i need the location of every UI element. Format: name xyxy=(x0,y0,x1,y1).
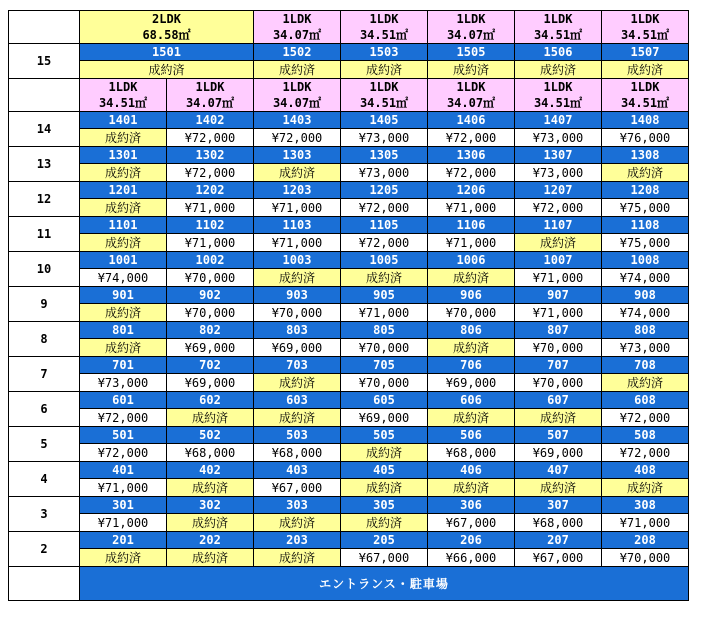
sold-status-cell: 成約済 xyxy=(428,409,515,427)
sold-status-cell: 成約済 xyxy=(80,549,167,567)
unit-number: 406 xyxy=(428,462,515,479)
floor-unit-row xyxy=(9,427,689,444)
rent-price-cell: ¥72,000 xyxy=(254,129,341,147)
unit-type-label: 1LDK xyxy=(456,12,486,26)
unit-number: 1308 xyxy=(602,147,689,164)
unit-number: 1406 xyxy=(428,112,515,129)
sold-status-cell: 成約済 xyxy=(254,549,341,567)
floor-label: 2 xyxy=(9,532,80,567)
floor-unit-row xyxy=(9,112,689,129)
sold-status-cell: 成約済 xyxy=(254,409,341,427)
rent-price-cell: ¥68,000 xyxy=(515,514,602,532)
unit-number: 308 xyxy=(602,497,689,514)
floor-label: 12 xyxy=(9,182,80,217)
floor-status-row xyxy=(9,409,689,427)
rent-price-cell: ¥72,000 xyxy=(602,409,689,427)
floor-unit-row xyxy=(9,287,689,304)
floor-status-row xyxy=(9,234,689,252)
unit-number: 203 xyxy=(254,532,341,549)
unit-type-label: 1LDK xyxy=(108,80,138,94)
sold-status-cell: 成約済 xyxy=(428,269,515,287)
unit-number: 703 xyxy=(254,357,341,374)
unit-number: 403 xyxy=(254,462,341,479)
floor-label: 13 xyxy=(9,147,80,182)
rent-price-cell: ¥72,000 xyxy=(167,164,254,182)
unit-number: 1307 xyxy=(515,147,602,164)
rent-price-cell: ¥75,000 xyxy=(602,199,689,217)
sub-type-cell xyxy=(167,79,254,112)
unit-number: 1401 xyxy=(80,112,167,129)
status-cell: 成約済 xyxy=(428,61,515,79)
unit-number: 1407 xyxy=(515,112,602,129)
unit-number: 1306 xyxy=(428,147,515,164)
unit-number: 803 xyxy=(254,322,341,339)
unit-number: 1208 xyxy=(602,182,689,199)
unit-number: 1507 xyxy=(602,44,689,61)
rent-price-cell: ¥67,000 xyxy=(515,549,602,567)
sold-status-cell: 成約済 xyxy=(80,199,167,217)
unit-number: 1002 xyxy=(167,252,254,269)
sold-status-cell: 成約済 xyxy=(167,479,254,497)
unit-number: 706 xyxy=(428,357,515,374)
floor-15-unit-row xyxy=(9,44,689,61)
unit-area-label: 34.51㎡ xyxy=(620,96,670,110)
unit-number: 1102 xyxy=(167,217,254,234)
header-type-cell xyxy=(428,11,515,44)
sold-status-cell: 成約済 xyxy=(341,269,428,287)
floor-label: 10 xyxy=(9,252,80,287)
rent-price-cell: ¥68,000 xyxy=(428,444,515,462)
floor-unit-row xyxy=(9,462,689,479)
rent-price-cell: ¥72,000 xyxy=(341,234,428,252)
unit-area-label: 34.07㎡ xyxy=(185,96,235,110)
unit-number: 301 xyxy=(80,497,167,514)
unit-number: 903 xyxy=(254,287,341,304)
sold-status-cell: 成約済 xyxy=(428,339,515,357)
sold-status-cell: 成約済 xyxy=(254,269,341,287)
sold-status-cell: 成約済 xyxy=(80,234,167,252)
rent-price-cell: ¥70,000 xyxy=(515,339,602,357)
unit-number: 708 xyxy=(602,357,689,374)
unit-area-label: 34.07㎡ xyxy=(272,96,322,110)
unit-number: 1403 xyxy=(254,112,341,129)
unit-number: 1301 xyxy=(80,147,167,164)
unit-number: 501 xyxy=(80,427,167,444)
unit-number: 602 xyxy=(167,392,254,409)
rent-price-cell: ¥69,000 xyxy=(167,339,254,357)
rent-price-cell: ¥67,000 xyxy=(341,549,428,567)
sub-type-cell xyxy=(515,79,602,112)
rent-price-cell: ¥73,000 xyxy=(515,129,602,147)
floor-unit-row xyxy=(9,532,689,549)
sold-status-cell: 成約済 xyxy=(341,444,428,462)
floor-status-row xyxy=(9,164,689,182)
rent-price-cell: ¥70,000 xyxy=(341,339,428,357)
unit-number: 306 xyxy=(428,497,515,514)
header-type-row xyxy=(9,11,689,44)
unit-number: 702 xyxy=(167,357,254,374)
rent-price-cell: ¥71,000 xyxy=(167,199,254,217)
unit-area-label: 34.51㎡ xyxy=(533,28,583,42)
rent-price-cell: ¥72,000 xyxy=(80,409,167,427)
unit-area-label: 34.51㎡ xyxy=(620,28,670,42)
floor-status-row xyxy=(9,549,689,567)
floor-label: 15 xyxy=(9,44,80,79)
floor-status-row xyxy=(9,304,689,322)
rent-price-cell: ¥70,000 xyxy=(515,374,602,392)
rent-price-cell: ¥71,000 xyxy=(254,234,341,252)
rent-price-cell: ¥71,000 xyxy=(428,234,515,252)
floor-unit-row xyxy=(9,252,689,269)
rent-price-cell: ¥67,000 xyxy=(428,514,515,532)
unit-number: 1402 xyxy=(167,112,254,129)
unit-number: 1202 xyxy=(167,182,254,199)
blank-cell xyxy=(9,79,80,112)
unit-number: 801 xyxy=(80,322,167,339)
unit-number: 1502 xyxy=(254,44,341,61)
unit-number: 1206 xyxy=(428,182,515,199)
sold-status-cell: 成約済 xyxy=(602,374,689,392)
rent-price-cell: ¥70,000 xyxy=(602,549,689,567)
rent-price-cell: ¥68,000 xyxy=(167,444,254,462)
unit-number: 1108 xyxy=(602,217,689,234)
rent-price-cell: ¥70,000 xyxy=(167,269,254,287)
sold-status-cell: 成約済 xyxy=(254,514,341,532)
unit-number: 908 xyxy=(602,287,689,304)
unit-number: 401 xyxy=(80,462,167,479)
blank-cell xyxy=(9,567,80,601)
floor-status-row xyxy=(9,269,689,287)
rent-price-cell: ¥74,000 xyxy=(602,304,689,322)
unit-number: 502 xyxy=(167,427,254,444)
floor-label: 3 xyxy=(9,497,80,532)
unit-number: 1405 xyxy=(341,112,428,129)
rent-price-cell: ¥72,000 xyxy=(80,444,167,462)
rent-price-cell: ¥71,000 xyxy=(80,514,167,532)
floor-label: 8 xyxy=(9,322,80,357)
rent-price-cell: ¥69,000 xyxy=(515,444,602,462)
floor-label: 4 xyxy=(9,462,80,497)
status-cell: 成約済 xyxy=(341,61,428,79)
floor-unit-row xyxy=(9,392,689,409)
entrance-parking-label: エントランス・駐車場 xyxy=(80,567,689,601)
unit-number: 205 xyxy=(341,532,428,549)
sold-status-cell: 成約済 xyxy=(428,479,515,497)
unit-number: 303 xyxy=(254,497,341,514)
unit-number: 1207 xyxy=(515,182,602,199)
unit-number: 701 xyxy=(80,357,167,374)
unit-number: 1303 xyxy=(254,147,341,164)
rent-price-cell: ¥73,000 xyxy=(80,374,167,392)
sub-type-cell xyxy=(254,79,341,112)
unit-number: 806 xyxy=(428,322,515,339)
floor-status-row xyxy=(9,444,689,462)
unit-number: 305 xyxy=(341,497,428,514)
unit-type-label: 1LDK xyxy=(630,80,660,94)
rent-price-cell: ¥71,000 xyxy=(428,199,515,217)
unit-number: 808 xyxy=(602,322,689,339)
unit-number: 607 xyxy=(515,392,602,409)
floor-unit-row xyxy=(9,147,689,164)
rent-price-cell: ¥71,000 xyxy=(602,514,689,532)
unit-type-label: 1LDK xyxy=(369,12,399,26)
unit-number: 707 xyxy=(515,357,602,374)
unit-number: 208 xyxy=(602,532,689,549)
sold-status-cell: 成約済 xyxy=(341,479,428,497)
floor-unit-row xyxy=(9,322,689,339)
floor-label: 14 xyxy=(9,112,80,147)
sub-type-cell xyxy=(602,79,689,112)
floor-unit-row xyxy=(9,357,689,374)
unit-area-label: 34.07㎡ xyxy=(446,96,496,110)
unit-number: 1006 xyxy=(428,252,515,269)
unit-type-label: 1LDK xyxy=(543,80,573,94)
unit-number: 907 xyxy=(515,287,602,304)
rent-price-cell: ¥70,000 xyxy=(428,304,515,322)
sold-status-cell: 成約済 xyxy=(167,549,254,567)
unit-number: 508 xyxy=(602,427,689,444)
rent-price-cell: ¥71,000 xyxy=(80,479,167,497)
rent-price-cell: ¥75,000 xyxy=(602,234,689,252)
status-cell: 成約済 xyxy=(254,61,341,79)
sold-status-cell: 成約済 xyxy=(80,129,167,147)
unit-number: 1408 xyxy=(602,112,689,129)
status-cell: 成約済 xyxy=(80,61,254,79)
unit-type-label: 1LDK xyxy=(282,12,312,26)
sold-status-cell: 成約済 xyxy=(167,514,254,532)
rent-price-cell: ¥76,000 xyxy=(602,129,689,147)
unit-number: 1105 xyxy=(341,217,428,234)
floor-status-row xyxy=(9,199,689,217)
rent-price-cell: ¥73,000 xyxy=(341,129,428,147)
unit-number: 201 xyxy=(80,532,167,549)
rent-price-cell: ¥72,000 xyxy=(428,164,515,182)
unit-number: 807 xyxy=(515,322,602,339)
rent-price-cell: ¥67,000 xyxy=(254,479,341,497)
rent-price-cell: ¥69,000 xyxy=(341,409,428,427)
unit-number: 1106 xyxy=(428,217,515,234)
header-type-cell xyxy=(341,11,428,44)
floor-status-row xyxy=(9,514,689,532)
entrance-row xyxy=(9,567,689,601)
unit-type-label: 1LDK xyxy=(282,80,312,94)
rent-price-cell: ¥72,000 xyxy=(515,199,602,217)
sold-status-cell: 成約済 xyxy=(80,164,167,182)
unit-number: 902 xyxy=(167,287,254,304)
unit-number: 206 xyxy=(428,532,515,549)
floor-status-row xyxy=(9,479,689,497)
header-type-cell xyxy=(254,11,341,44)
unit-number: 1205 xyxy=(341,182,428,199)
rent-price-cell: ¥72,000 xyxy=(341,199,428,217)
header-type-cell xyxy=(602,11,689,44)
unit-number: 608 xyxy=(602,392,689,409)
unit-number: 906 xyxy=(428,287,515,304)
sold-status-cell: 成約済 xyxy=(515,479,602,497)
unit-area-label: 34.07㎡ xyxy=(272,28,322,42)
rent-price-cell: ¥73,000 xyxy=(602,339,689,357)
unit-area-label: 34.51㎡ xyxy=(359,28,409,42)
unit-type-label: 1LDK xyxy=(630,12,660,26)
rent-price-cell: ¥71,000 xyxy=(341,304,428,322)
unit-type-label: 2LDK xyxy=(152,12,181,26)
unit-number: 402 xyxy=(167,462,254,479)
unit-number: 207 xyxy=(515,532,602,549)
unit-number: 1003 xyxy=(254,252,341,269)
floor-label: 6 xyxy=(9,392,80,427)
unit-number: 905 xyxy=(341,287,428,304)
unit-number: 1103 xyxy=(254,217,341,234)
unit-area-label: 68.58㎡ xyxy=(142,28,191,42)
sold-status-cell: 成約済 xyxy=(254,164,341,182)
unit-type-label: 1LDK xyxy=(456,80,486,94)
unit-number: 505 xyxy=(341,427,428,444)
sold-status-cell: 成約済 xyxy=(602,164,689,182)
unit-number: 503 xyxy=(254,427,341,444)
floor-label: 7 xyxy=(9,357,80,392)
floor-label: 5 xyxy=(9,427,80,462)
unit-number: 202 xyxy=(167,532,254,549)
unit-type-label: 1LDK xyxy=(543,12,573,26)
status-cell: 成約済 xyxy=(602,61,689,79)
unit-number: 1305 xyxy=(341,147,428,164)
unit-number: 1505 xyxy=(428,44,515,61)
floor-status-row xyxy=(9,339,689,357)
unit-type-label: 1LDK xyxy=(195,80,225,94)
rent-price-cell: ¥70,000 xyxy=(254,304,341,322)
unit-area-label: 34.51㎡ xyxy=(533,96,583,110)
unit-number: 1107 xyxy=(515,217,602,234)
unit-number: 1007 xyxy=(515,252,602,269)
unit-number: 805 xyxy=(341,322,428,339)
unit-area-label: 34.07㎡ xyxy=(446,28,496,42)
rent-price-cell: ¥73,000 xyxy=(515,164,602,182)
floor-unit-row xyxy=(9,182,689,199)
unit-number: 705 xyxy=(341,357,428,374)
rent-price-cell: ¥72,000 xyxy=(602,444,689,462)
rent-price-cell: ¥71,000 xyxy=(515,269,602,287)
rent-price-cell: ¥71,000 xyxy=(515,304,602,322)
floor-unit-row xyxy=(9,217,689,234)
sold-status-cell: 成約済 xyxy=(80,304,167,322)
rent-price-cell: ¥72,000 xyxy=(428,129,515,147)
sold-status-cell: 成約済 xyxy=(80,339,167,357)
corner-cell xyxy=(9,11,80,44)
rent-price-cell: ¥69,000 xyxy=(254,339,341,357)
unit-number: 1503 xyxy=(341,44,428,61)
floor-unit-row xyxy=(9,497,689,514)
unit-area-label: 34.51㎡ xyxy=(359,96,409,110)
rent-price-cell: ¥70,000 xyxy=(167,304,254,322)
unit-number: 408 xyxy=(602,462,689,479)
header-type-cell xyxy=(515,11,602,44)
status-cell: 成約済 xyxy=(515,61,602,79)
rent-price-cell: ¥69,000 xyxy=(167,374,254,392)
floor-status-row xyxy=(9,129,689,147)
rent-price-cell: ¥74,000 xyxy=(602,269,689,287)
sold-status-cell: 成約済 xyxy=(254,374,341,392)
sold-status-cell: 成約済 xyxy=(515,409,602,427)
unit-number: 1005 xyxy=(341,252,428,269)
rent-price-cell: ¥72,000 xyxy=(167,129,254,147)
unit-number: 407 xyxy=(515,462,602,479)
unit-number: 1501 xyxy=(80,44,254,61)
floor-15-status-row xyxy=(9,61,689,79)
rent-price-cell: ¥66,000 xyxy=(428,549,515,567)
unit-number: 901 xyxy=(80,287,167,304)
unit-number: 405 xyxy=(341,462,428,479)
availability-grid xyxy=(8,10,689,601)
unit-number: 302 xyxy=(167,497,254,514)
unit-number: 307 xyxy=(515,497,602,514)
unit-number: 1302 xyxy=(167,147,254,164)
unit-number: 802 xyxy=(167,322,254,339)
sold-status-cell: 成約済 xyxy=(602,479,689,497)
sub-type-cell xyxy=(341,79,428,112)
sub-type-cell xyxy=(428,79,515,112)
unit-number: 603 xyxy=(254,392,341,409)
unit-number: 606 xyxy=(428,392,515,409)
rent-price-cell: ¥73,000 xyxy=(341,164,428,182)
sub-type-row xyxy=(9,79,689,112)
unit-number: 1008 xyxy=(602,252,689,269)
unit-number: 1201 xyxy=(80,182,167,199)
unit-type-label: 1LDK xyxy=(369,80,399,94)
rent-price-cell: ¥69,000 xyxy=(428,374,515,392)
sold-status-cell: 成約済 xyxy=(341,514,428,532)
unit-number: 1203 xyxy=(254,182,341,199)
sub-type-cell xyxy=(80,79,167,112)
floor-status-row xyxy=(9,374,689,392)
unit-number: 1506 xyxy=(515,44,602,61)
unit-area-label: 34.51㎡ xyxy=(98,96,148,110)
unit-number: 506 xyxy=(428,427,515,444)
rent-price-cell: ¥74,000 xyxy=(80,269,167,287)
rent-price-cell: ¥71,000 xyxy=(167,234,254,252)
unit-number: 507 xyxy=(515,427,602,444)
unit-number: 601 xyxy=(80,392,167,409)
rent-price-cell: ¥68,000 xyxy=(254,444,341,462)
sold-status-cell: 成約済 xyxy=(167,409,254,427)
unit-number: 605 xyxy=(341,392,428,409)
rent-price-cell: ¥71,000 xyxy=(254,199,341,217)
floor-label: 9 xyxy=(9,287,80,322)
unit-number: 1001 xyxy=(80,252,167,269)
sold-status-cell: 成約済 xyxy=(515,234,602,252)
floor-label: 11 xyxy=(9,217,80,252)
unit-number: 1101 xyxy=(80,217,167,234)
rent-price-cell: ¥70,000 xyxy=(341,374,428,392)
header-type-cell xyxy=(80,11,254,44)
